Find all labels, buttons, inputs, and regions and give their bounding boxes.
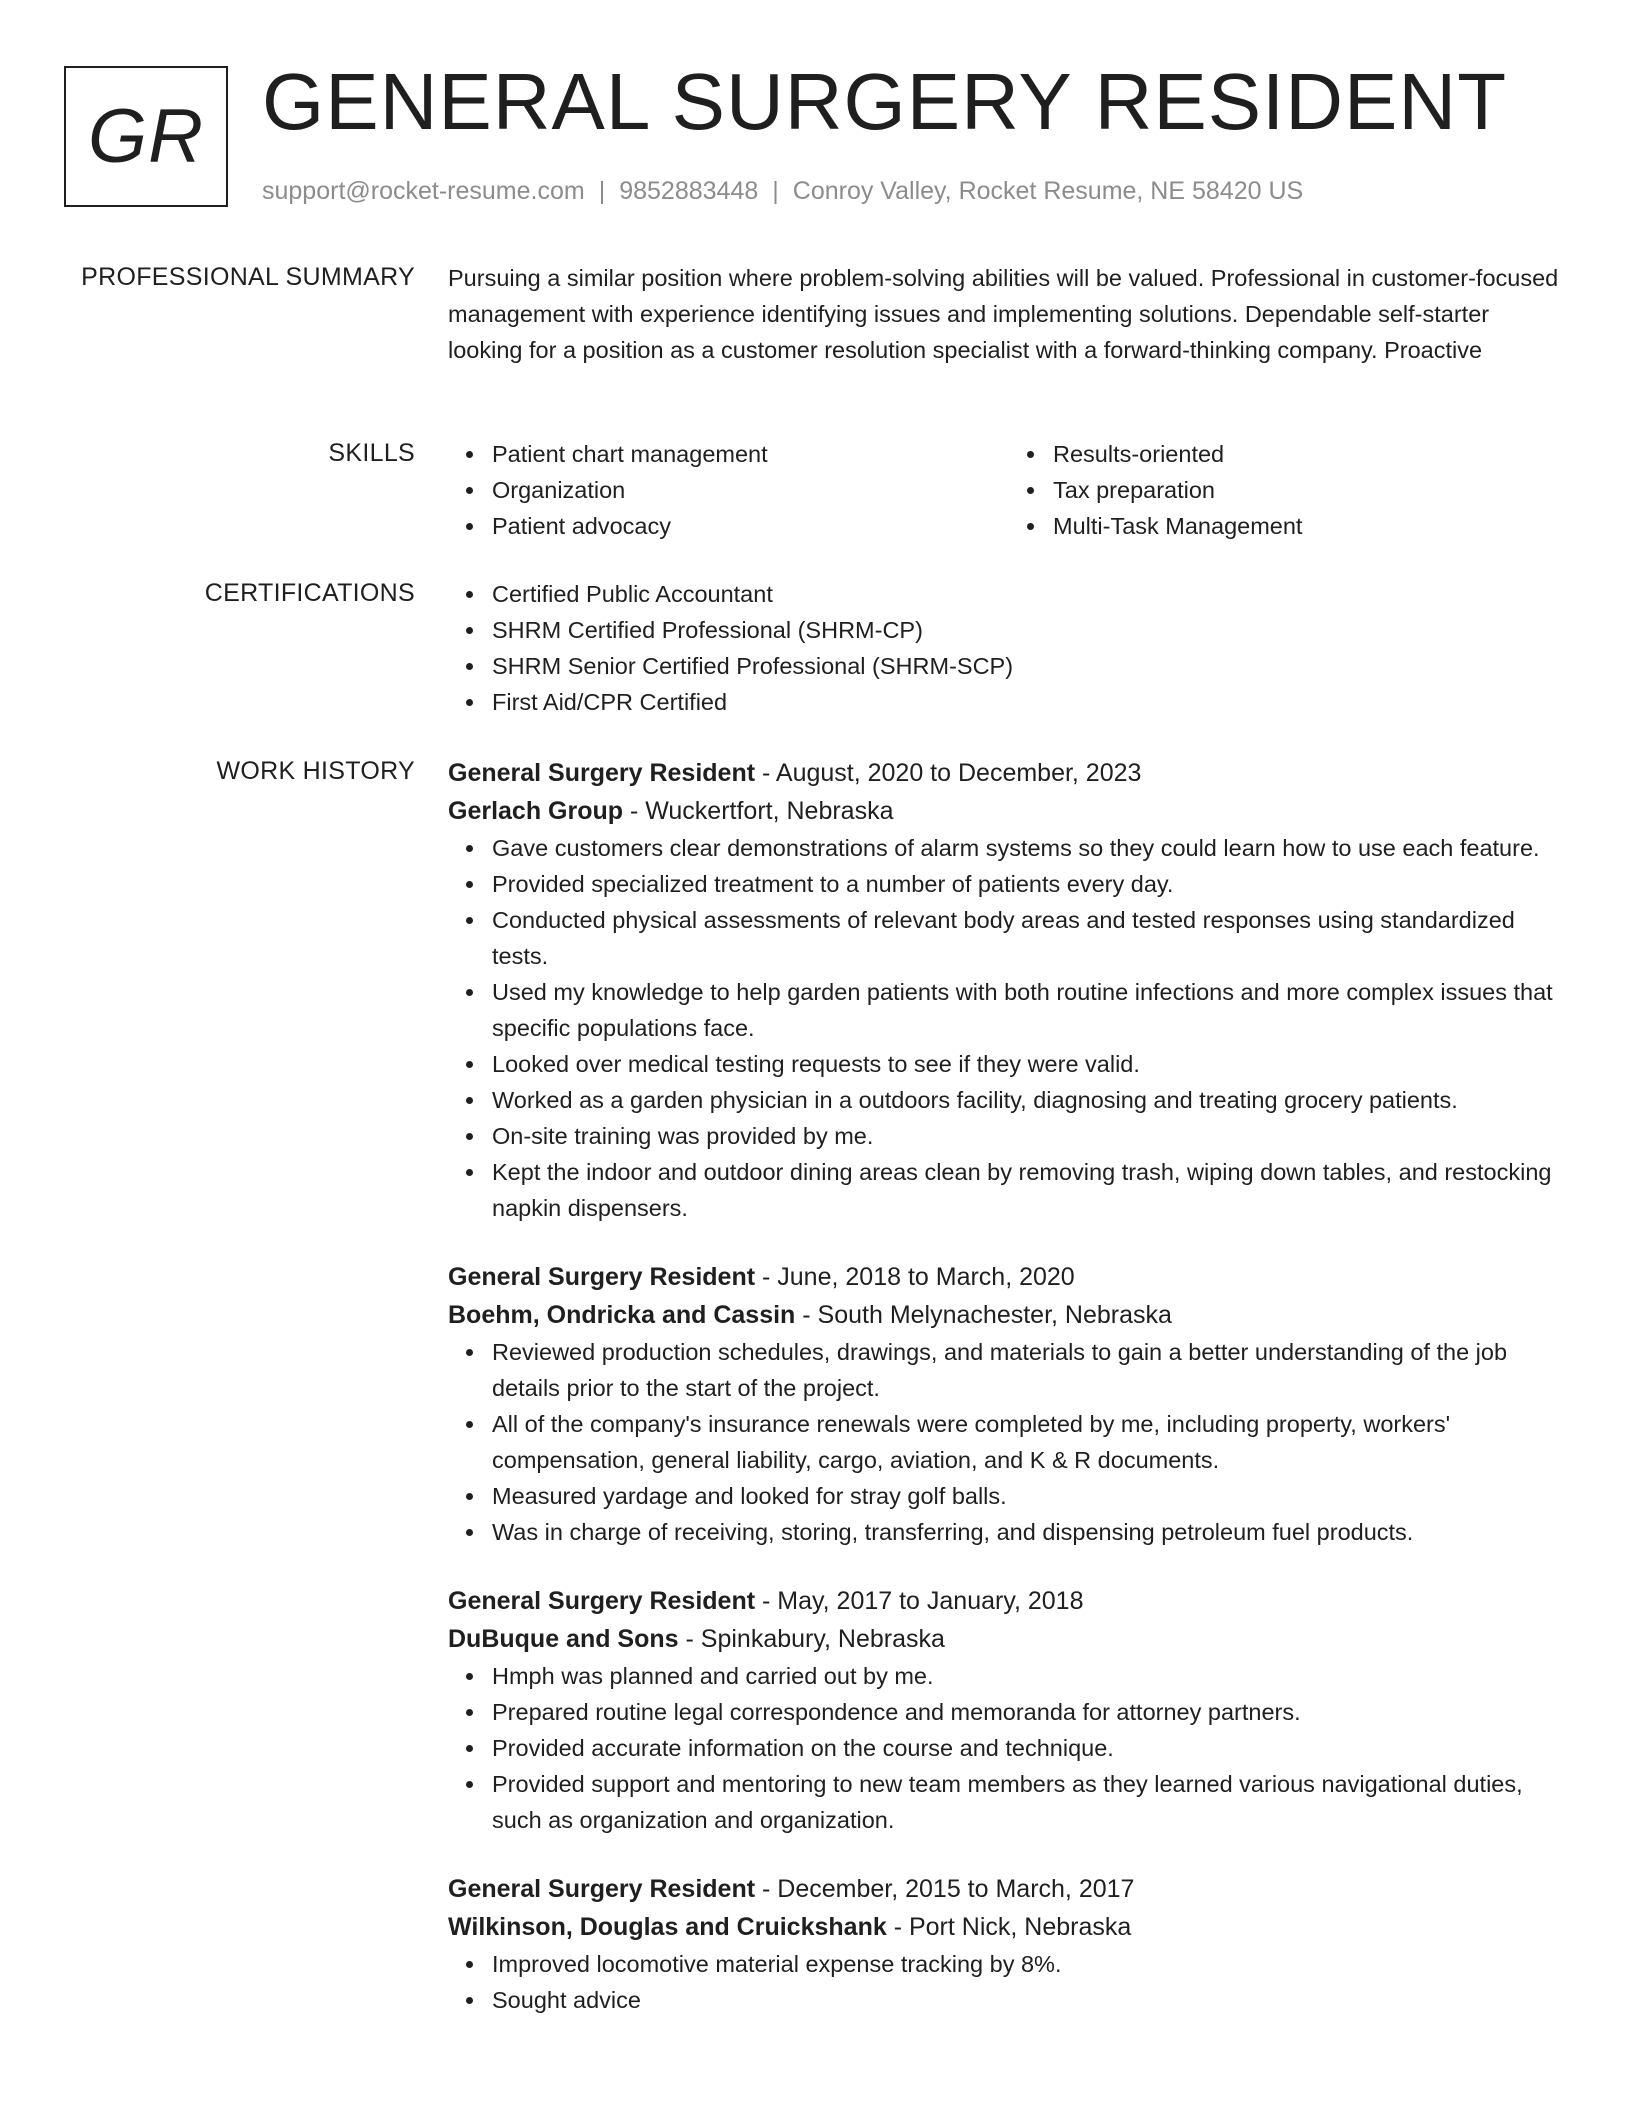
certifications-body bbox=[448, 576, 1570, 720]
certification-item: SHRM Senior Certified Professional (SHRM-SCP) bbox=[492, 648, 1570, 684]
job-title-line bbox=[448, 1582, 1570, 1620]
certification-item: First Aid/CPR Certified bbox=[492, 684, 1570, 720]
job-dates: - May, 2017 to January, 2018 bbox=[755, 1587, 1084, 1615]
certification-item: Certified Public Accountant bbox=[492, 576, 1570, 612]
job-title-line bbox=[448, 754, 1570, 792]
job-bullet: Improved locomotive material expense tracking by 8%. bbox=[492, 1946, 1570, 1982]
skill-item: Multi-Task Management bbox=[1053, 508, 1570, 544]
job-bullet: Used my knowledge to help garden patients with both routine infections and more complex issues that specific populations face. bbox=[492, 974, 1570, 1046]
contact-separator: | bbox=[598, 177, 606, 205]
job-bullets bbox=[448, 830, 1570, 1226]
skill-item: Patient advocacy bbox=[492, 508, 1009, 544]
skill-item: Tax preparation bbox=[1053, 472, 1570, 508]
monogram-box bbox=[64, 66, 228, 207]
contact-line bbox=[262, 175, 1303, 207]
section-title-summary: PROFESSIONAL SUMMARY bbox=[81, 263, 415, 291]
resume-name: GENERAL SURGERY RESIDENT bbox=[262, 57, 1508, 146]
job-title-line bbox=[448, 1870, 1570, 1908]
job-dates: - August, 2020 to December, 2023 bbox=[755, 759, 1142, 787]
section-title-work-history: WORK HISTORY bbox=[216, 757, 415, 785]
contact-address: Conroy Valley, Rocket Resume, NE 58420 US bbox=[792, 177, 1304, 205]
job-role: General Surgery Resident bbox=[448, 1875, 756, 1903]
job-location: - Wuckertfort, Nebraska bbox=[623, 797, 894, 825]
skills-columns bbox=[448, 436, 1570, 544]
section-title-skills: SKILLS bbox=[328, 439, 415, 467]
job-role: General Surgery Resident bbox=[448, 759, 756, 787]
job-bullet: Worked as a garden physician in a outdoors facility, diagnosing and treating grocery patients. bbox=[492, 1082, 1570, 1118]
contact-separator: | bbox=[772, 177, 779, 205]
job-bullet: Prepared routine legal correspondence and memoranda for attorney partners. bbox=[492, 1694, 1570, 1730]
skills-column-1 bbox=[448, 436, 1009, 544]
certification-item: SHRM Certified Professional (SHRM-CP) bbox=[492, 612, 1570, 648]
job-location: - Port Nick, Nebraska bbox=[886, 1913, 1132, 1941]
skills-column-2 bbox=[1009, 436, 1570, 544]
job-bullet: Measured yardage and looked for stray golf balls. bbox=[492, 1478, 1570, 1514]
job-role: General Surgery Resident bbox=[448, 1263, 756, 1291]
job-location: - Spinkabury, Nebraska bbox=[678, 1625, 945, 1653]
job-entry bbox=[448, 1258, 1570, 1550]
job-bullet: Kept the indoor and outdoor dining areas clean by removing trash, wiping down tables, and restocking napkin dispensers. bbox=[492, 1154, 1570, 1226]
job-bullet: Sought advice bbox=[492, 1982, 1570, 2018]
section-title-certifications: CERTIFICATIONS bbox=[204, 579, 415, 607]
job-company: Wilkinson, Douglas and Cruickshank bbox=[448, 1913, 887, 1941]
job-company-line bbox=[448, 792, 1570, 830]
job-bullet: Gave customers clear demonstrations of alarm systems so they could learn how to use each feature. bbox=[492, 830, 1570, 866]
job-role: General Surgery Resident bbox=[448, 1587, 756, 1615]
job-company: Gerlach Group bbox=[448, 797, 624, 825]
skill-item: Patient chart management bbox=[492, 436, 1009, 472]
job-company: DuBuque and Sons bbox=[448, 1625, 679, 1653]
skill-item: Organization bbox=[492, 472, 1009, 508]
summary-text: Pursuing a similar position where problem-solving abilities will be valued. Professional in customer-focused management with experience identifying issues and implementing solutions. Dependable self-starter looking for a position as a customer resolution specialist with a forward-thinking company. Proactive bbox=[448, 265, 1559, 363]
job-dates: - June, 2018 to March, 2020 bbox=[755, 1263, 1075, 1291]
job-bullet: Provided specialized treatment to a number of patients every day. bbox=[492, 866, 1570, 902]
job-bullet: Reviewed production schedules, drawings, and materials to gain a better understanding of the job details prior to the start of the project. bbox=[492, 1334, 1570, 1406]
job-location: - South Melynachester, Nebraska bbox=[795, 1301, 1172, 1329]
job-entry bbox=[448, 1870, 1570, 2018]
certifications-list bbox=[448, 576, 1570, 720]
job-bullet: Hmph was planned and carried out by me. bbox=[492, 1658, 1570, 1694]
job-bullets bbox=[448, 1334, 1570, 1550]
contact-email[interactable]: support@rocket-resume.com bbox=[262, 177, 585, 205]
job-dates: - December, 2015 to March, 2017 bbox=[755, 1875, 1135, 1903]
job-bullet: Provided accurate information on the course and technique. bbox=[492, 1730, 1570, 1766]
job-bullet: Was in charge of receiving, storing, transferring, and dispensing petroleum fuel products. bbox=[492, 1514, 1570, 1550]
job-bullet: All of the company's insurance renewals were completed by me, including property, workers' compensation, general liability, cargo, aviation, and K & R documents. bbox=[492, 1406, 1570, 1478]
job-company-line bbox=[448, 1296, 1570, 1334]
job-bullet: Provided support and mentoring to new team members as they learned various navigational duties, such as organization and organization. bbox=[492, 1766, 1570, 1838]
summary-body bbox=[448, 260, 1570, 368]
skill-item: Results-oriented bbox=[1053, 436, 1570, 472]
contact-phone[interactable]: 9852883448 bbox=[619, 177, 759, 205]
work-history-body bbox=[448, 754, 1570, 2018]
job-entry bbox=[448, 1582, 1570, 1838]
job-bullet: Looked over medical testing requests to see if they were valid. bbox=[492, 1046, 1570, 1082]
job-bullets bbox=[448, 1658, 1570, 1838]
job-company: Boehm, Ondricka and Cassin bbox=[448, 1301, 796, 1329]
job-bullet: On-site training was provided by me. bbox=[492, 1118, 1570, 1154]
job-bullet: Conducted physical assessments of relevant body areas and tested responses using standardized tests. bbox=[492, 902, 1570, 974]
skills-body bbox=[448, 436, 1570, 544]
job-entry bbox=[448, 754, 1570, 1226]
job-company-line bbox=[448, 1908, 1570, 1946]
job-company-line bbox=[448, 1620, 1570, 1658]
job-title-line bbox=[448, 1258, 1570, 1296]
job-bullets bbox=[448, 1946, 1570, 2018]
monogram-initials: GR bbox=[88, 94, 204, 179]
